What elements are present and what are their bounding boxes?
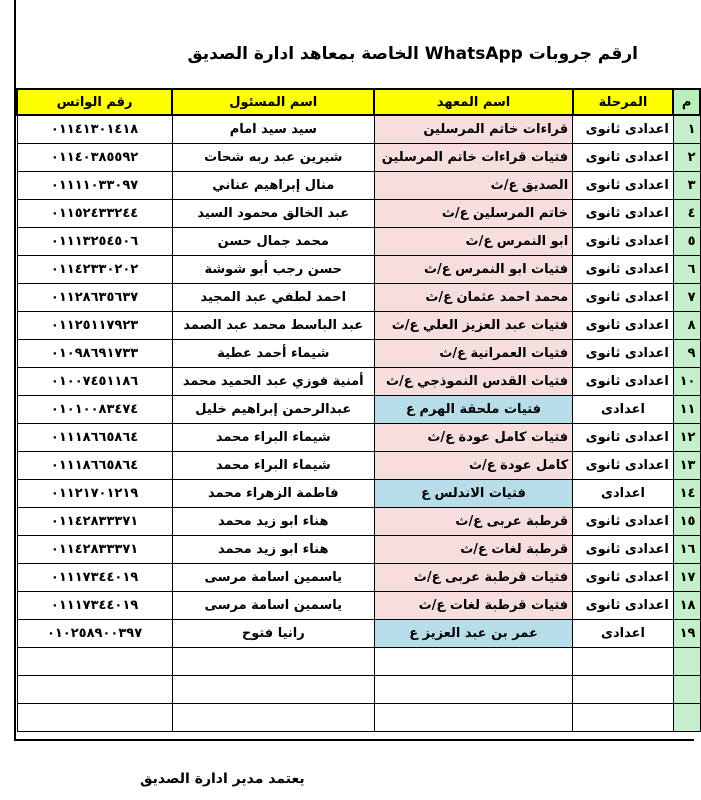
row-num: ٣ (673, 172, 700, 200)
row-phone: ٠١١٤٢٣٣٠٢٠٢ (17, 256, 172, 284)
row-institute: قرطبة لغات ع/ث (374, 536, 572, 564)
row-phone: ٠١٠١٠٠٨٣٤٧٤ (17, 396, 172, 424)
table-row (17, 452, 700, 480)
empty-cell (573, 676, 674, 704)
row-person: عبد الخالق محمود السيد (172, 200, 374, 228)
empty-cell (172, 676, 374, 704)
row-institute: فتيات قراءات خاتم المرسلين (374, 144, 572, 172)
table-row (17, 564, 700, 592)
table-row (17, 396, 700, 424)
row-phone: ٠١١١٨٦٦٥٨٦٤ (17, 452, 172, 480)
row-person: ياسمين اسامة مرسى (172, 564, 374, 592)
empty-cell (172, 648, 374, 676)
row-phone: ٠١١١٧٣٤٤٠١٩ (17, 564, 172, 592)
row-stage: اعدادى ثانوى (573, 508, 674, 536)
row-num: ٤ (673, 200, 700, 228)
row-phone: ٠١٠٠٧٤٥١١٨٦ (17, 368, 172, 396)
row-num: ١٩ (673, 620, 700, 648)
row-num: ١٦ (673, 536, 700, 564)
row-institute: عمر بن عبد العزيز ع (374, 620, 572, 648)
row-phone: ٠١١١٣٢٥٤٥٠٦ (17, 228, 172, 256)
row-institute: فتيات كامل عودة ع/ث (374, 424, 572, 452)
row-num: ١٢ (673, 424, 700, 452)
row-stage: اعدادى ثانوى (573, 172, 674, 200)
row-person: عبدالرحمن إبراهيم خليل (172, 396, 374, 424)
row-institute: فتيات ملحقة الهرم ع (374, 396, 572, 424)
row-stage: اعدادى ثانوى (573, 115, 674, 144)
row-stage: اعدادى ثانوى (573, 144, 674, 172)
row-num: ٢ (673, 144, 700, 172)
table-body (17, 115, 700, 732)
row-person: شيرين عبد ربه شحات (172, 144, 374, 172)
table-row (17, 256, 700, 284)
row-stage: اعدادى ثانوى (573, 452, 674, 480)
row-stage: اعدادى (573, 480, 674, 508)
row-person: محمد جمال حسن (172, 228, 374, 256)
row-person: احمد لطفي عبد المجيد (172, 284, 374, 312)
empty-cell (573, 704, 674, 732)
row-person: أمنية فوزي عبد الحميد محمد (172, 368, 374, 396)
table-row (17, 424, 700, 452)
row-person: سيد سيد امام (172, 115, 374, 144)
empty-cell (374, 648, 572, 676)
row-phone: ٠١١١٨٦٦٥٨٦٤ (17, 424, 172, 452)
table-row (17, 172, 700, 200)
table-row (17, 620, 700, 648)
row-institute: فتيات قرطبة عربى ع/ث (374, 564, 572, 592)
row-institute: ابو النمرس ع/ث (374, 228, 572, 256)
row-person: رانيا فتوح (172, 620, 374, 648)
row-stage: اعدادى ثانوى (573, 312, 674, 340)
row-institute: فتيات قرطبة لغات ع/ث (374, 592, 572, 620)
header-phone: رقم الواتس (17, 89, 172, 115)
header-num: م (673, 89, 700, 115)
table-row (17, 200, 700, 228)
table-row (17, 592, 700, 620)
row-stage: اعدادى ثانوى (573, 536, 674, 564)
row-phone: ٠١٠٩٨٦٩١٧٣٣ (17, 340, 172, 368)
row-person: شيماء البراء محمد (172, 452, 374, 480)
empty-cell (673, 648, 700, 676)
row-stage: اعدادى ثانوى (573, 228, 674, 256)
row-phone: ٠١٠٢٥٨٩٠٠٣٩٧ (17, 620, 172, 648)
row-institute: محمد احمد عثمان ع/ث (374, 284, 572, 312)
row-stage: اعدادى ثانوى (573, 424, 674, 452)
approval-note: يعتمد مدير ادارة الصديق (140, 771, 305, 787)
row-num: ١٤ (673, 480, 700, 508)
row-person: منال إبراهيم عناني (172, 172, 374, 200)
row-person: فاطمة الزهراء محمد (172, 480, 374, 508)
empty-row (17, 648, 700, 676)
empty-cell (673, 704, 700, 732)
row-institute: فتيات الاندلس ع (374, 480, 572, 508)
row-phone: ٠١١٤٠٣٨٥٥٩٢ (17, 144, 172, 172)
row-person: هناء ابو زيد محمد (172, 536, 374, 564)
row-num: ١٣ (673, 452, 700, 480)
table-row (17, 228, 700, 256)
row-institute: خاتم المرسلين ع/ث (374, 200, 572, 228)
table-row (17, 284, 700, 312)
row-num: ١٥ (673, 508, 700, 536)
row-phone: ٠١١٥٢٤٣٣٢٤٤ (17, 200, 172, 228)
row-institute: الصديق ع/ث (374, 172, 572, 200)
row-phone: ٠١١٢٥١١٧٩٢٣ (17, 312, 172, 340)
row-person: عبد الباسط محمد عبد الصمد (172, 312, 374, 340)
row-institute: فتيات القدس النموذجي ع/ث (374, 368, 572, 396)
row-institute: فتيات عبد العزيز العلي ع/ث (374, 312, 572, 340)
row-num: ٥ (673, 228, 700, 256)
empty-cell (17, 648, 172, 676)
row-institute: كامل عودة ع/ث (374, 452, 572, 480)
groups-table (16, 88, 701, 732)
header-institute: اسم المعهد (374, 89, 572, 115)
row-institute: فتيات العمرانية ع/ث (374, 340, 572, 368)
table-row (17, 340, 700, 368)
row-phone: ٠١١٤٢٨٣٣٣٧١ (17, 508, 172, 536)
row-phone: ٠١١٢٨٦٣٥٦٣٧ (17, 284, 172, 312)
table-row (17, 536, 700, 564)
row-stage: اعدادى ثانوى (573, 368, 674, 396)
row-stage: اعدادى ثانوى (573, 284, 674, 312)
row-phone: ٠١١١١٠٣٣٠٩٧ (17, 172, 172, 200)
row-num: ٩ (673, 340, 700, 368)
row-phone: ٠١١٤٢٨٣٣٣٧١ (17, 536, 172, 564)
row-num: ٨ (673, 312, 700, 340)
header-stage: المرحلة (573, 89, 674, 115)
table-row (17, 368, 700, 396)
table-header-row (17, 89, 700, 115)
row-stage: اعدادى ثانوى (573, 256, 674, 284)
row-person: هناء ابو زيد محمد (172, 508, 374, 536)
row-institute: قراءات خاتم المرسلين (374, 115, 572, 144)
row-num: ٦ (673, 256, 700, 284)
empty-cell (573, 648, 674, 676)
table-row (17, 144, 700, 172)
table-row (17, 508, 700, 536)
row-stage: اعدادى (573, 620, 674, 648)
row-phone: ٠١١٤١٣٠١٤١٨ (17, 115, 172, 144)
table-row (17, 115, 700, 144)
row-num: ٧ (673, 284, 700, 312)
row-stage: اعدادى ثانوى (573, 564, 674, 592)
empty-row (17, 704, 700, 732)
row-stage: اعدادى ثانوى (573, 592, 674, 620)
row-stage: اعدادى ثانوى (573, 200, 674, 228)
header-person: اسم المسئول (172, 89, 374, 115)
row-person: حسن رجب أبو شوشة (172, 256, 374, 284)
row-institute: قرطبة عربى ع/ث (374, 508, 572, 536)
row-stage: اعدادى ثانوى (573, 340, 674, 368)
row-person: شيماء البراء محمد (172, 424, 374, 452)
table-row (17, 480, 700, 508)
row-institute: فتيات ابو النمرس ع/ث (374, 256, 572, 284)
row-phone: ٠١١١٧٣٤٤٠١٩ (17, 592, 172, 620)
row-num: ١١ (673, 396, 700, 424)
empty-cell (172, 704, 374, 732)
empty-cell (374, 676, 572, 704)
page-title: ارقم جروبات WhatsApp الخاصة بمعاهد ادارة الصديق (187, 44, 638, 64)
row-stage: اعدادى (573, 396, 674, 424)
empty-cell (374, 704, 572, 732)
row-num: ١٧ (673, 564, 700, 592)
table-row (17, 312, 700, 340)
row-num: ١٠ (673, 368, 700, 396)
empty-row (17, 676, 700, 704)
empty-cell (673, 676, 700, 704)
empty-cell (17, 704, 172, 732)
row-num: ١٨ (673, 592, 700, 620)
row-phone: ٠١١٢١٧٠١٢١٩ (17, 480, 172, 508)
row-num: ١ (673, 115, 700, 144)
empty-cell (17, 676, 172, 704)
row-person: شيماء أحمد عطية (172, 340, 374, 368)
row-person: ياسمين اسامة مرسى (172, 592, 374, 620)
